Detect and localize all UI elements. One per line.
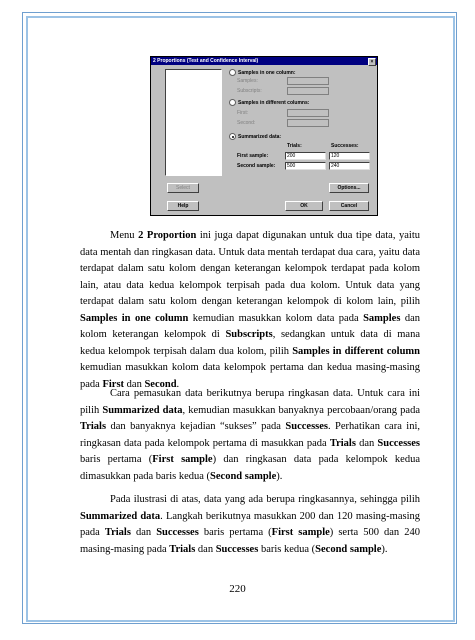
- text-run: ini juga dapat digunakan untuk dua tipe data, yaitu data mentah dan ringkasan data. Untuk data mentah terdapat dua cara, yaitu data terdapat dalam satu kolom dengan keterangan kelompok terdapat pada kolom lain, atau data kedua kelompok terpisah pada dua kolom. Untuk data yang terdapat dalam satu kolom dengan keterangan kelompok di kolom lain, pilih: [80, 230, 421, 307]
- text-bold: Summarized data: [80, 510, 161, 522]
- option-summarized-data[interactable]: [229, 133, 281, 140]
- samples-field[interactable]: [287, 77, 329, 85]
- text-bold: First: [102, 378, 125, 390]
- text-bold: Successes: [156, 527, 199, 538]
- text-bold: Subscripts: [225, 329, 273, 340]
- text-bold: Second: [144, 378, 177, 390]
- text-run: baris pertama (: [80, 454, 153, 465]
- text-run: dan: [355, 437, 378, 449]
- text-run: . Perhatikan cara ini, ringkasan data pada kelompok pertama di masukkan pada: [80, 421, 420, 449]
- text-run: baris pertama (: [198, 527, 272, 538]
- radio-one-column[interactable]: [229, 69, 236, 76]
- text-run: Pada ilustrasi di atas, data yang ada berupa ringkasannya, sehingga pilih: [110, 494, 420, 505]
- text-run: , sedangkan untuk data di mana kedua kelompok terpisah dalam dua kolom, pilih: [80, 329, 420, 357]
- text-run: dan banyaknya kejadian “sukses” pada: [106, 421, 286, 432]
- text-run: ).: [276, 470, 283, 482]
- text-run: Cara pemasukan data berikutnya berupa ringkasan data. Untuk cara ini pilih: [80, 388, 420, 416]
- text-run: dan: [124, 378, 145, 390]
- option-samples-one-column[interactable]: [229, 69, 296, 76]
- text-bold: Second sample: [315, 543, 382, 555]
- text-run: .: [176, 378, 180, 390]
- option-one-column-label: Samples in one column:: [238, 69, 296, 76]
- text-run: ) serta 500 dan 240 masing-masing pada: [80, 527, 420, 555]
- text-bold: Trials: [104, 527, 131, 538]
- text-bold: Samples in one column: [80, 312, 189, 324]
- text-run: . Langkah berikutnya masukkan 200 dan 120 masing-masing pada: [80, 510, 421, 538]
- text-bold: Samples: [363, 312, 401, 324]
- dialog-title: 2 Proportions (Test and Confidence Interval): [153, 58, 259, 64]
- options-button[interactable]: Options...: [329, 183, 369, 193]
- text-run: ).: [381, 543, 388, 555]
- text-bold: Summarized data: [102, 404, 183, 416]
- text-bold: Successes: [377, 437, 420, 449]
- second-label: Second:: [237, 120, 256, 126]
- text-bold: Trials: [329, 437, 356, 449]
- text-bold: Trials: [169, 543, 196, 555]
- text-run: ) dan ringkasan data pada kelompok kedua dimasukkan pada baris kedua (: [80, 454, 420, 482]
- first-sample-label: First sample:: [237, 153, 269, 159]
- help-button[interactable]: Help: [167, 201, 199, 211]
- text-run: baris kedua (: [258, 543, 316, 555]
- text-run: dan kolom keterangan kelompok di: [80, 312, 420, 340]
- text-bold: First sample: [271, 527, 330, 538]
- subscripts-field[interactable]: [287, 87, 329, 95]
- paragraph-3: [80, 492, 420, 558]
- text-run: kemudian masukkan kolom data pada: [188, 312, 364, 324]
- text-bold: Trials: [80, 421, 107, 432]
- text-run: dan: [195, 543, 216, 555]
- text-bold: First sample: [152, 454, 213, 465]
- paragraph-1: [80, 228, 420, 393]
- ok-button[interactable]: OK: [285, 201, 323, 211]
- radio-summarized[interactable]: [229, 133, 236, 140]
- two-proportions-dialog: [150, 56, 378, 216]
- second-sample-label: Second sample:: [237, 163, 276, 169]
- second-successes-input[interactable]: 240: [329, 162, 370, 170]
- text-bold: Samples in different column: [292, 345, 420, 357]
- close-icon[interactable]: ×: [368, 58, 376, 66]
- subscripts-label: Subscripts:: [237, 88, 262, 94]
- text-run: kemudian masukkan kolom data kelompok pertama dan kedua masing-masing pada: [80, 362, 420, 390]
- text-bold: 2 Proportion: [138, 230, 197, 241]
- text-bold: Successes: [285, 421, 328, 432]
- option-summarized-label: Summarized data:: [238, 133, 282, 140]
- text-run: Menu: [110, 230, 139, 241]
- dialog-title-bar: [151, 57, 377, 65]
- first-trials-input[interactable]: 200: [285, 152, 326, 160]
- paragraph-2: [80, 386, 420, 485]
- text-run: dan: [130, 527, 157, 538]
- text-bold: Successes: [215, 543, 259, 555]
- radio-different-columns[interactable]: [229, 99, 236, 106]
- second-field[interactable]: [287, 119, 329, 127]
- first-label: First:: [237, 110, 249, 116]
- cancel-button[interactable]: Cancel: [329, 201, 369, 211]
- first-successes-input[interactable]: 120: [329, 152, 370, 160]
- option-different-columns-label: Samples in different columns:: [238, 99, 310, 106]
- first-field[interactable]: [287, 109, 329, 117]
- select-button[interactable]: Select: [167, 183, 199, 193]
- variable-list[interactable]: [165, 69, 222, 176]
- text-run: , kemudian masukkan banyaknya percobaan/orang pada: [182, 404, 420, 416]
- trials-header: Trials:: [287, 143, 302, 149]
- page-number: 220: [229, 583, 246, 595]
- text-bold: Second sample: [210, 470, 277, 482]
- second-trials-input[interactable]: 500: [285, 162, 326, 170]
- samples-label: Samples:: [237, 78, 258, 84]
- option-samples-different-columns[interactable]: [229, 99, 309, 106]
- successes-header: Successes:: [331, 143, 359, 149]
